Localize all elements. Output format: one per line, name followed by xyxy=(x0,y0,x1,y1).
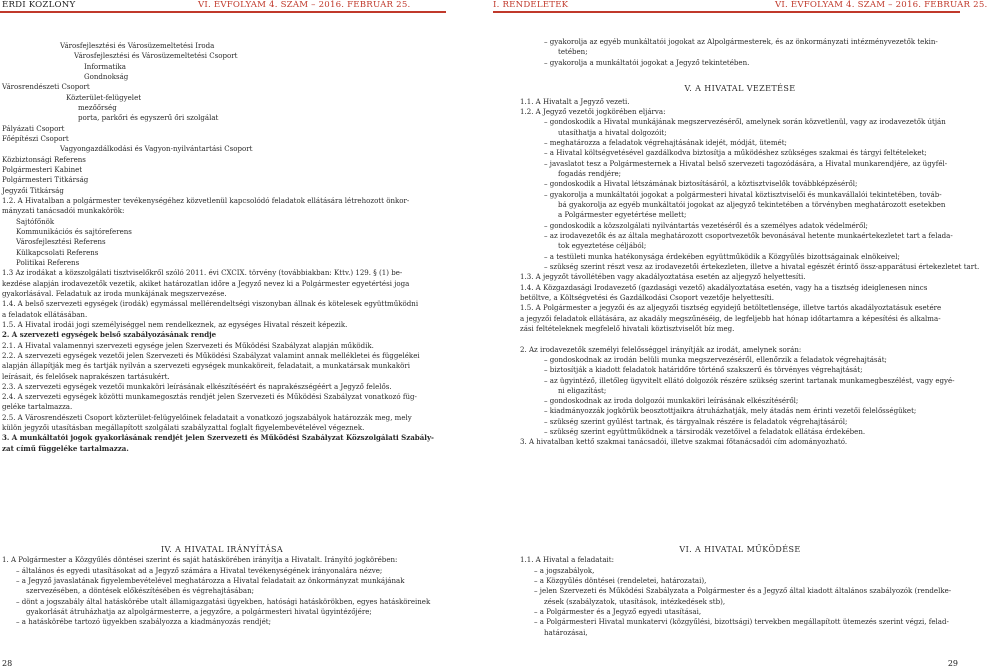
left-column-upper xyxy=(2,41,442,454)
text-line: betöltve, a Költségvetési és Gazdálkodási Csoport vezetője helyettesíti. xyxy=(520,292,775,302)
text-line: utasíthatja a hivatal dolgozóit; xyxy=(558,127,667,137)
header-rule-left xyxy=(0,11,446,13)
issue-info-right: VI. ÉVFOLYAM 4. SZÁM – 2016. FEBRUÁR 25. xyxy=(775,0,987,10)
text-line: – a jogszabályok, xyxy=(534,565,595,575)
text-line: 2.1. A Hivatal valamennyi szervezeti egysége jelen Szervezeti és Működési Szabályzat alapján működik. xyxy=(2,340,374,350)
text-line: – a hatáskörébe tartozó ügyekben szabályozza a kiadmányozás rendjét; xyxy=(16,617,271,627)
text-line: – általános és egyedi utasításokat ad a Jegyző számára a Hivatal tevékenységének irányonalára nézve; xyxy=(16,565,383,575)
right-column-lower xyxy=(520,545,960,638)
text-line: 2.5. A Városrendészeti Csoport közterület-felügyelőinek feladatait a vonatkozó jogszabályok határozzák meg, mely xyxy=(2,412,412,422)
text-line: – biztosítják a kiadott feladatok határidőre történő szakszerű és törvényes végrehajtását; xyxy=(544,365,863,375)
text-line: 2.3. A szervezeti egységek vezetői munkaköri leírásának elkészítéséért és naprakészségéért a Jegyző felelős. xyxy=(2,381,392,391)
page-number-right: 29 xyxy=(947,659,958,668)
text-line: Városfejlesztési és Városüzemeltetési Iroda xyxy=(60,41,215,50)
text-line: – az ügyintéző, illetőleg ügyvitelt ellátó dolgozók részére szükség szerint tartanak munkamegbeszélést, vagy egyé- xyxy=(544,375,955,385)
text-line: – szükség szerint együttműködnek a társirodák vezetőivel a feladatok ellátása érdekében. xyxy=(544,427,866,437)
text-line: – a Hivatal költségvetésével gazdálkodva biztosítja a működéshez szükséges szakmai és tárgyi feltételeket; xyxy=(544,148,927,158)
text-line: gyakorlását átruházhatja az alpolgármesterre, a jegyzőre, a polgármesteri hivatal ügyintézőjére; xyxy=(26,606,372,616)
text-line: – gondoskodik a Hivatal munkájának megszervezéséről, amelynek során közvetlenül, vagy az irodavezetők útján xyxy=(544,117,946,127)
text-line: fogadás rendjére; xyxy=(558,168,621,178)
text-line: ni eligazítást; xyxy=(558,385,607,395)
text-line: – az irodavezetők és az általa meghatározott csoportvezetők bevonásával hetente munkaértekezletet tart a felada- xyxy=(544,230,953,240)
section-heading: V. A HIVATAL VEZETÉSE xyxy=(684,84,796,94)
page-number-left: 28 xyxy=(2,659,13,668)
text-line: tetében; xyxy=(558,47,588,57)
section-heading-iv: IV. A HIVATAL IRÁNYÍTÁSA xyxy=(160,545,284,554)
text-line: mányzati tanácsadói munkakörök: xyxy=(2,206,125,216)
text-line: – dönt a jogszabály által hatáskörébe utalt államigazgatási ügyekben, hatósági hatáskörökben, egyes hatásköreinek xyxy=(16,596,431,606)
text-line: – a Közgyűlés döntései (rendeletei, határozatai), xyxy=(534,575,707,585)
text-line: Sajtófőnök xyxy=(16,216,55,226)
text-line: Városfejlesztési és Városüzemeltetési Csoport xyxy=(74,51,238,61)
text-line: zat című függeléke tartalmazza. xyxy=(2,443,129,453)
text-line: a jegyzői feladatok ellátására, az akadály megszűnéséig, de legfeljebb hat hónap időtartamra a képesítési és alkalma- xyxy=(520,313,941,323)
text-line: Városfejlesztési Referens xyxy=(16,237,106,247)
text-line: – gyakorolja a munkáltatói jogokat a polgármesteri hivatal köztisztviselői és munkavállalói tekintetében, továb- xyxy=(544,189,942,199)
right-column-upper xyxy=(520,37,980,448)
text-line: Politikai Referens xyxy=(16,257,80,267)
text-line: – a Polgármesteri Hivatal munkatervi (közgyűlési, bizottsági) tervekben megállapított ütemezés szerint végzi, felad- xyxy=(534,617,949,627)
text-line: – gondoskodik a Hivatal létszámának biztosításáról, a köztisztviselők továbbképzéséről; xyxy=(544,179,858,189)
text-line: zések (szabályzatok, utasítások, intézkedések stb), xyxy=(544,596,726,606)
text-line: kezdése alapján irodavezetők vezetik, akiket határozatlan időre a Jegyző nevez ki a Polgármester egyetértési joga xyxy=(2,278,410,288)
text-line: – a Jegyző javaslatának figyelembevételével meghatározza a Hivatal feladatait az önkormányzat munkájának xyxy=(16,575,405,585)
text-line xyxy=(520,68,960,78)
text-line: mezőőrség xyxy=(78,102,117,112)
text-line: Közbiztonsági Referens xyxy=(2,154,86,164)
text-line: – a Polgármester és a Jegyző egyedi utasításai, xyxy=(534,606,702,616)
text-line: – szükség szerint részt vesz az irodavezetői értekezleten, illetve a hivatal egészét érintő össz-apparátusi értekezletet tart. xyxy=(544,261,980,271)
text-line: – gondoskodnak az iroda dolgozói munkaköri leírásának elkészítéséről; xyxy=(544,396,799,406)
text-line: a Polgármester egyetértése mellett; xyxy=(558,210,687,220)
text-line: 2. A szervezeti egységek belső szabályozásának rendje xyxy=(2,330,217,340)
text-line: – szükség szerint gyűlést tartnak, és tárgyalnak részére is feladatok végrehajtásáról; xyxy=(544,416,848,426)
text-line: tok egyeztetése céljából; xyxy=(558,241,647,251)
text-line: 2. Az irodavezetők személyi felelősséggel irányítják az irodát, amelynek során: xyxy=(520,344,802,354)
text-line: gyakorlásával. Feladatuk az iroda munkájának megszervezése. xyxy=(2,288,227,298)
issue-info-left: VI. ÉVFOLYAM 4. SZÁM – 2016. FEBRUÁR 25. xyxy=(198,0,411,10)
text-line: – javaslatot tesz a Polgármesternek a Hivatal belső szervezeti tagozódására, a Hivatal munkarendjére, az ügyfél- xyxy=(544,158,948,168)
section-heading-vi: VI. A HIVATAL MŰKÖDÉSE xyxy=(679,545,801,554)
text-line: 3. A hivatalban kettő szakmai tanácsadói, illetve szakmai főtanácsadói cím adományozható. xyxy=(520,437,848,447)
text-line: alapján állapítják meg és tartják nyilván a szervezeti egységek munkaköreit, feladatait, a munkatársak munkaköri xyxy=(2,361,410,371)
text-line: Jegyzői Titkárság xyxy=(2,185,64,195)
text-line: porta, parkőri és egyszerű őri szolgálat xyxy=(78,113,219,123)
text-line: 3. A munkáltatói jogok gyakorlásának rendjét jelen Szervezeti és Működési Szabályzat Közszolgálati Szabály- xyxy=(2,433,434,443)
text-line: – gyakorolja a munkáltatói jogokat a Jegyző tekintetében. xyxy=(544,57,750,67)
text-line: 1. A Polgármester a Közgyűlés döntései szerint és saját hatáskörében irányítja a Hivatalt. Irányító jogkörében: xyxy=(2,555,398,565)
text-line: Vagyongazdálkodási és Vagyon-nyilvántartási Csoport xyxy=(60,144,253,154)
text-line: külön jegyzői utasításban megállapított szolgálati szabályzattal foglalt figyelembevételével végeznek. xyxy=(2,423,365,433)
text-line: leírásait, és felelősek naprakészen tartásukért. xyxy=(2,371,170,381)
text-line: 1.4. A Közgazdasági Irodavezető (gazdasági vezető) akadályoztatása esetén, vagy ha a tisztség ideiglenesen nincs xyxy=(520,282,928,292)
text-line: – gyakorolja az egyéb munkáltatói jogokat az Alpolgármesterek, és az önkormányzati intézményvezetők tekin- xyxy=(544,37,938,46)
text-line: 1.2. A Jegyző vezetői jogkörében eljárva: xyxy=(520,106,666,116)
text-line: határozásai, xyxy=(544,627,588,637)
text-line: Főépítészi Csoport xyxy=(2,133,69,143)
text-line: Polgármesteri Kabinet xyxy=(2,164,83,174)
text-line: – a testületi munka hatékonysága érdekében együttműködik a Közgyűlés bizottságainak elnökeivel; xyxy=(544,251,900,261)
text-line: 1.4. A belső szervezeti egységek (irodák) egymással mellérendeltségi viszonyban állnak és kötelesek együttműködni xyxy=(2,299,419,309)
text-line: 2.4. A szervezeti egységek közötti munkamegosztás rendjét jelen Szervezeti és Működési Szabályzat vonatkozó füg- xyxy=(2,392,417,402)
text-line: 2.2. A szervezeti egységek vezetői jelen Szervezeti és Működési Szabályzat valamint annak mellékletei és függelékei xyxy=(2,350,420,360)
text-line xyxy=(520,334,960,344)
text-line: 1.3 Az irodákat a közszolgálati tisztviselőkről szóló 2011. évi CXCIX. törvény (továbbiakban: Kttv.) 129. § (1) be- xyxy=(2,268,403,278)
text-line: – jelen Szervezeti és Működési Szabályzata a Polgármester és a Jegyző által kiadott általános szabályozók (rendelke- xyxy=(534,586,952,596)
text-line: 1.3. A jegyzőt távollétében vagy akadályoztatása esetén az aljegyző helyettesíti. xyxy=(520,272,806,282)
text-line: Gondnokság xyxy=(84,71,129,81)
text-line: a feladatok ellátásában. xyxy=(2,309,88,319)
text-line: Kommunikációs és sajtóreferens xyxy=(16,226,132,236)
text-line: 1.1. A Hivatalt a Jegyző vezeti. xyxy=(520,96,630,106)
journal-title: ÉRDI KÖZLÖNY xyxy=(2,0,76,10)
text-line: geléke tartalmazza. xyxy=(2,402,73,412)
section-title: I. RENDELETEK xyxy=(493,0,569,10)
header-rule-right xyxy=(493,11,960,13)
text-line: Polgármesteri Titkárság xyxy=(2,175,89,185)
text-line: – meghatározza a feladatok végrehajtásának idejét, módját, ütemét; xyxy=(544,137,787,147)
text-line: zási feltételeknek megfelelő hivatali köztisztviselőt bíz meg. xyxy=(520,323,735,333)
text-line: Városrendészeti Csoport xyxy=(2,82,90,92)
text-line: 1.5. A Hivatal irodái jogi személyiséggel nem rendelkeznek, az egységes Hivatal részeit képezik. xyxy=(2,319,348,329)
text-line: bá gyakorolja az egyéb munkáltatói jogokat az aljegyző tekintetében a törvényben meghatározott esetekben xyxy=(558,199,946,209)
text-line: – gondoskodik a közszolgálati nyilvántartás vezetéséről és a személyes adatok védelméről; xyxy=(544,220,868,230)
text-line: szervezésében, a döntések előkészítésében és végrehajtásában; xyxy=(26,586,254,596)
text-line: 1.5. A Polgármester a jegyzői és az aljegyzői tisztség egyidejű betöltetlensége, illetve tartós akadályoztatásuk esetére xyxy=(520,303,942,313)
text-line: Informatika xyxy=(84,61,126,71)
text-line: Külkapcsolati Referens xyxy=(16,247,99,257)
text-line: 1.1. A Hivatal a feladatait: xyxy=(520,555,615,565)
text-line: – gondoskodnak az irodán belüli munka megszervezéséről, ellenőrzik a feladatok végrehajtását; xyxy=(544,354,887,364)
text-line: 1.2. A Hivatalban a polgármester tevékenységéhez közvetlenül kapcsolódó feladatok ellátására létrehozott önkor- xyxy=(2,195,410,205)
text-line: – kiadmányozzák jogkörük beosztottjaikra átruházhatják, mely átadás nem érinti vezetői felelősségüket; xyxy=(544,406,917,416)
left-column-lower xyxy=(2,545,442,628)
text-line: Pályázati Csoport xyxy=(2,123,65,133)
text-line: Közterület-felügyelet xyxy=(66,92,142,102)
